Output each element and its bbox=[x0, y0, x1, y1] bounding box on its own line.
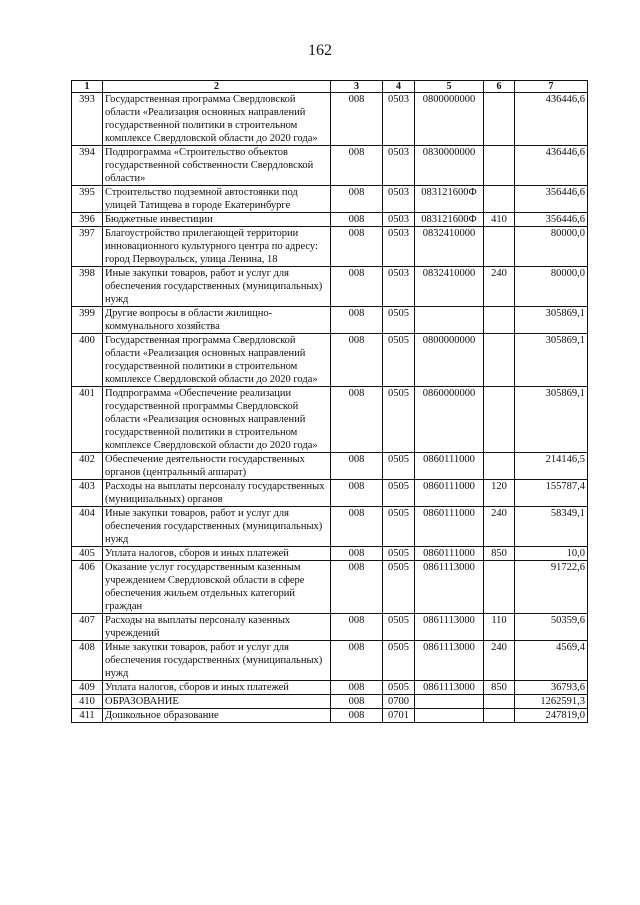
row-code-3: 008 bbox=[331, 387, 383, 453]
row-number: 406 bbox=[72, 561, 103, 614]
row-code-5: 0830000000 bbox=[415, 146, 484, 186]
row-sum: 305869,1 bbox=[515, 307, 588, 334]
row-code-5: 0861113000 bbox=[415, 561, 484, 614]
table-header-row bbox=[72, 81, 588, 93]
row-code-4: 0503 bbox=[383, 93, 415, 146]
budget-table bbox=[71, 80, 588, 723]
row-number: 403 bbox=[72, 480, 103, 507]
row-name: Оказание услуг государственным казенным учреждением Свердловской области в сфере обеспечения жильем отдельных категорий граждан bbox=[103, 561, 331, 614]
row-sum: 356446,6 bbox=[515, 186, 588, 213]
row-sum: 305869,1 bbox=[515, 334, 588, 387]
row-code-4: 0505 bbox=[383, 614, 415, 641]
row-code-3: 008 bbox=[331, 614, 383, 641]
row-code-6 bbox=[484, 695, 515, 709]
row-code-5: 0860111000 bbox=[415, 547, 484, 561]
row-code-5: 083121600Ф bbox=[415, 213, 484, 227]
table-row bbox=[72, 213, 588, 227]
table-body bbox=[72, 93, 588, 723]
table-row bbox=[72, 387, 588, 453]
row-name: Другие вопросы в области жилищно-коммунального хозяйства bbox=[103, 307, 331, 334]
row-code-3: 008 bbox=[331, 547, 383, 561]
row-code-4: 0505 bbox=[383, 334, 415, 387]
row-code-3: 008 bbox=[331, 227, 383, 267]
row-code-4: 0503 bbox=[383, 213, 415, 227]
row-code-6: 850 bbox=[484, 681, 515, 695]
row-code-5: 0860000000 bbox=[415, 387, 484, 453]
row-number: 397 bbox=[72, 227, 103, 267]
row-code-3: 008 bbox=[331, 186, 383, 213]
table-row bbox=[72, 227, 588, 267]
table-row bbox=[72, 547, 588, 561]
row-number: 393 bbox=[72, 93, 103, 146]
row-code-4: 0505 bbox=[383, 641, 415, 681]
row-code-3: 008 bbox=[331, 267, 383, 307]
row-name: ОБРАЗОВАНИЕ bbox=[103, 695, 331, 709]
row-sum: 247819,0 bbox=[515, 709, 588, 723]
row-code-3: 008 bbox=[331, 453, 383, 480]
row-name: Расходы на выплаты персоналу казенных учреждений bbox=[103, 614, 331, 641]
row-sum: 4569,4 bbox=[515, 641, 588, 681]
row-code-4: 0505 bbox=[383, 307, 415, 334]
table-row bbox=[72, 561, 588, 614]
row-code-5: 0860111000 bbox=[415, 480, 484, 507]
row-code-6 bbox=[484, 561, 515, 614]
table-row bbox=[72, 186, 588, 213]
row-code-4: 0503 bbox=[383, 267, 415, 307]
table-row bbox=[72, 480, 588, 507]
column-header: 5 bbox=[415, 81, 484, 93]
row-name: Бюджетные инвестиции bbox=[103, 213, 331, 227]
row-name: Иные закупки товаров, работ и услуг для обеспечения государственных (муниципальных) нужд bbox=[103, 641, 331, 681]
page-number: 162 bbox=[308, 42, 332, 59]
table-row bbox=[72, 334, 588, 387]
row-code-4: 0505 bbox=[383, 453, 415, 480]
row-code-3: 008 bbox=[331, 480, 383, 507]
row-sum: 305869,1 bbox=[515, 387, 588, 453]
row-code-6: 240 bbox=[484, 507, 515, 547]
table-row bbox=[72, 307, 588, 334]
row-code-6: 850 bbox=[484, 547, 515, 561]
row-name: Обеспечение деятельности государственных органов (центральный аппарат) bbox=[103, 453, 331, 480]
row-sum: 80000,0 bbox=[515, 227, 588, 267]
row-code-6 bbox=[484, 453, 515, 480]
row-number: 407 bbox=[72, 614, 103, 641]
row-name: Подпрограмма «Строительство объектов государственной собственности Свердловской области» bbox=[103, 146, 331, 186]
row-name: Иные закупки товаров, работ и услуг для обеспечения государственных (муниципальных) нужд bbox=[103, 267, 331, 307]
row-code-3: 008 bbox=[331, 334, 383, 387]
row-number: 411 bbox=[72, 709, 103, 723]
row-code-6 bbox=[484, 227, 515, 267]
row-sum: 58349,1 bbox=[515, 507, 588, 547]
row-number: 409 bbox=[72, 681, 103, 695]
row-code-4: 0503 bbox=[383, 186, 415, 213]
column-header: 1 bbox=[72, 81, 103, 93]
row-code-3: 008 bbox=[331, 709, 383, 723]
table-row bbox=[72, 267, 588, 307]
row-code-4: 0505 bbox=[383, 387, 415, 453]
row-name: Иные закупки товаров, работ и услуг для обеспечения государственных (муниципальных) нужд bbox=[103, 507, 331, 547]
row-code-5 bbox=[415, 307, 484, 334]
row-code-6: 240 bbox=[484, 641, 515, 681]
row-name: Подпрограмма «Обеспечение реализации государственной программы Свердловской области «Реализация основных направлений государственной политики в строительном комплексе Свердловской области до 2020 года» bbox=[103, 387, 331, 453]
table-row bbox=[72, 614, 588, 641]
row-code-4: 0503 bbox=[383, 227, 415, 267]
row-number: 408 bbox=[72, 641, 103, 681]
row-code-3: 008 bbox=[331, 146, 383, 186]
row-sum: 155787,4 bbox=[515, 480, 588, 507]
row-code-6: 120 bbox=[484, 480, 515, 507]
row-code-5: 0861113000 bbox=[415, 641, 484, 681]
row-code-6 bbox=[484, 387, 515, 453]
column-header: 6 bbox=[484, 81, 515, 93]
row-number: 410 bbox=[72, 695, 103, 709]
row-code-3: 008 bbox=[331, 507, 383, 547]
row-name: Благоустройство прилегающей территории инновационного культурного центра по адресу: город Первоуральск, улица Ленина, 18 bbox=[103, 227, 331, 267]
row-number: 394 bbox=[72, 146, 103, 186]
row-code-4: 0503 bbox=[383, 146, 415, 186]
row-code-5: 0860111000 bbox=[415, 453, 484, 480]
row-code-3: 008 bbox=[331, 307, 383, 334]
row-code-5: 0832410000 bbox=[415, 267, 484, 307]
row-code-5: 0800000000 bbox=[415, 93, 484, 146]
column-header: 7 bbox=[515, 81, 588, 93]
row-code-6 bbox=[484, 709, 515, 723]
row-code-5 bbox=[415, 709, 484, 723]
row-code-5: 0832410000 bbox=[415, 227, 484, 267]
table-row bbox=[72, 695, 588, 709]
row-code-5: 0861113000 bbox=[415, 614, 484, 641]
row-code-3: 008 bbox=[331, 561, 383, 614]
row-code-6: 410 bbox=[484, 213, 515, 227]
row-number: 405 bbox=[72, 547, 103, 561]
row-sum: 36793,6 bbox=[515, 681, 588, 695]
table-row bbox=[72, 146, 588, 186]
row-code-5: 0800000000 bbox=[415, 334, 484, 387]
row-sum: 91722,6 bbox=[515, 561, 588, 614]
row-code-6 bbox=[484, 307, 515, 334]
row-code-6 bbox=[484, 146, 515, 186]
row-code-4: 0701 bbox=[383, 709, 415, 723]
row-number: 398 bbox=[72, 267, 103, 307]
row-name: Уплата налогов, сборов и иных платежей bbox=[103, 681, 331, 695]
row-code-6 bbox=[484, 93, 515, 146]
column-header: 2 bbox=[103, 81, 331, 93]
row-number: 399 bbox=[72, 307, 103, 334]
row-code-6: 110 bbox=[484, 614, 515, 641]
row-code-5: 0860111000 bbox=[415, 507, 484, 547]
row-code-3: 008 bbox=[331, 681, 383, 695]
row-code-4: 0700 bbox=[383, 695, 415, 709]
row-code-5 bbox=[415, 695, 484, 709]
row-name: Государственная программа Свердловской области «Реализация основных направлений государственной политики в строительном комплексе Свердловской области до 2020 года» bbox=[103, 93, 331, 146]
row-sum: 50359,6 bbox=[515, 614, 588, 641]
table-row bbox=[72, 681, 588, 695]
row-name: Строительство подземной автостоянки под улицей Татищева в городе Екатеринбурге bbox=[103, 186, 331, 213]
row-name: Государственная программа Свердловской области «Реализация основных направлений государственной политики в строительном комплексе Свердловской области до 2020 года» bbox=[103, 334, 331, 387]
row-number: 395 bbox=[72, 186, 103, 213]
table-row bbox=[72, 93, 588, 146]
row-code-6 bbox=[484, 334, 515, 387]
row-sum: 436446,6 bbox=[515, 146, 588, 186]
row-number: 400 bbox=[72, 334, 103, 387]
row-code-5: 0861113000 bbox=[415, 681, 484, 695]
row-code-4: 0505 bbox=[383, 547, 415, 561]
table-row bbox=[72, 453, 588, 480]
column-header: 4 bbox=[383, 81, 415, 93]
row-name: Уплата налогов, сборов и иных платежей bbox=[103, 547, 331, 561]
row-code-4: 0505 bbox=[383, 561, 415, 614]
row-sum: 356446,6 bbox=[515, 213, 588, 227]
row-sum: 80000,0 bbox=[515, 267, 588, 307]
row-sum: 436446,6 bbox=[515, 93, 588, 146]
row-sum: 1262591,3 bbox=[515, 695, 588, 709]
row-name: Расходы на выплаты персоналу государственных (муниципальных) органов bbox=[103, 480, 331, 507]
row-code-6 bbox=[484, 186, 515, 213]
row-number: 404 bbox=[72, 507, 103, 547]
row-number: 402 bbox=[72, 453, 103, 480]
row-code-5: 083121600Ф bbox=[415, 186, 484, 213]
row-code-4: 0505 bbox=[383, 681, 415, 695]
row-sum: 214146,5 bbox=[515, 453, 588, 480]
table-row bbox=[72, 709, 588, 723]
row-number: 396 bbox=[72, 213, 103, 227]
row-code-3: 008 bbox=[331, 213, 383, 227]
row-code-4: 0505 bbox=[383, 507, 415, 547]
row-number: 401 bbox=[72, 387, 103, 453]
table-row bbox=[72, 507, 588, 547]
row-code-4: 0505 bbox=[383, 480, 415, 507]
row-sum: 10,0 bbox=[515, 547, 588, 561]
column-header: 3 bbox=[331, 81, 383, 93]
table-row bbox=[72, 641, 588, 681]
row-name: Дошкольное образование bbox=[103, 709, 331, 723]
row-code-3: 008 bbox=[331, 93, 383, 146]
row-code-3: 008 bbox=[331, 641, 383, 681]
row-code-6: 240 bbox=[484, 267, 515, 307]
row-code-3: 008 bbox=[331, 695, 383, 709]
